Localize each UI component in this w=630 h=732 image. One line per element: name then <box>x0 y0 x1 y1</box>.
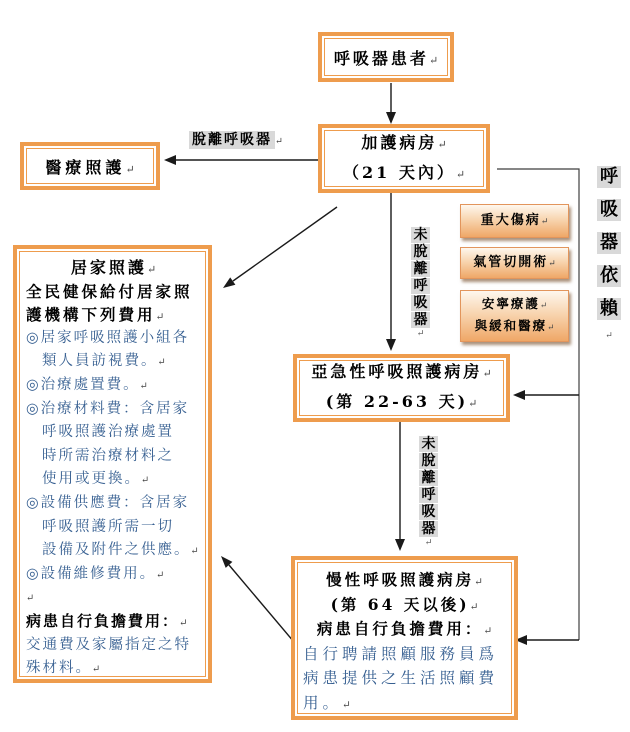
text-line: ◎治療處置費。↵ <box>26 376 148 393</box>
label-not-weaned-2 <box>419 436 438 548</box>
paragraph-mark: ↵ <box>416 329 425 339</box>
vertical-char: 未 <box>419 436 438 452</box>
text-line: ◎設備維修費用。↵ <box>26 565 165 582</box>
vertical-char: 未 <box>411 227 430 243</box>
text-line: ◎居家呼吸照護小組各 <box>26 329 190 346</box>
vertical-char: 脫 <box>419 453 438 469</box>
condition-box-hospice <box>460 290 569 342</box>
subacute-box-inner <box>299 360 504 416</box>
text-line: 類人員訪視費。↵ <box>42 353 166 370</box>
subacute-box-line1: 亞急性呼吸照護病房↵ <box>311 362 492 381</box>
text-line: 病患提供之生活照顧費 <box>303 669 499 687</box>
text-line: ◎設備供應費：含居家 <box>26 494 190 511</box>
patient-box-inner <box>324 38 448 76</box>
text-line: 病患自行負擔費用：↵ <box>26 611 188 630</box>
text-line: 用。↵ <box>303 693 351 712</box>
medical-care-label: 醫療照護↵ <box>45 157 135 177</box>
vertical-char: 脫 <box>411 244 430 260</box>
vertical-char: 離 <box>419 470 438 486</box>
vertical-char: 呼 <box>597 166 621 188</box>
paragraph-mark: ↵ <box>605 331 613 341</box>
chronic-box <box>291 556 518 720</box>
vertical-char: 依 <box>597 265 621 287</box>
condition-box-tracheostomy <box>460 247 569 279</box>
text-line: 慢性呼吸照護病房↵ <box>326 570 483 589</box>
condition-hospice-line2: 與緩和醫療↵ <box>474 318 555 333</box>
label-ventilator-dependent <box>597 166 621 341</box>
text-line: ◎治療材料費：含居家 <box>26 400 190 417</box>
icu-box-line2: （21 天內）↵ <box>343 162 465 182</box>
chronic-box-content <box>297 562 512 714</box>
text-line: 居家照護↵ <box>70 258 157 277</box>
text-line: 護機構下列費用↵ <box>26 305 165 325</box>
vertical-char: 呼 <box>411 278 430 294</box>
icu-box-line1: 加護病房↵ <box>361 132 447 152</box>
vertical-char: 器 <box>411 312 430 328</box>
text-line: 病患自行負擔費用：↵ <box>316 619 493 638</box>
text-line: 使用或更換。↵ <box>42 471 150 488</box>
label-weaned-off-ventilator: 脫離呼吸器 ↵ <box>189 129 283 149</box>
label-not-weaned-1 <box>411 227 430 339</box>
vertical-char: 離 <box>411 261 430 277</box>
patient-box-label: 呼吸器患者↵ <box>333 48 439 68</box>
text-line: 時所需治療材料之 <box>42 447 174 464</box>
text-line: 設備及附件之供應。↵ <box>42 542 199 559</box>
paragraph-mark: ↵ <box>424 538 433 548</box>
vertical-char: 吸 <box>597 199 621 221</box>
text-line: 呼吸照護所需一切 <box>42 518 174 535</box>
condition-box-major-illness <box>460 204 569 238</box>
home-care-box <box>13 245 212 683</box>
text-line: 交通費及家屬指定之特 <box>26 636 191 653</box>
vertical-char: 器 <box>419 521 438 537</box>
text-line: 自行聘請照顧服務員爲 <box>303 644 499 663</box>
medical-care-box <box>20 142 160 190</box>
home-care-box-content <box>19 251 206 677</box>
vertical-char: 吸 <box>411 295 430 311</box>
subacute-box-line2: (第 22-63 天)↵ <box>325 392 478 411</box>
text-line: (第 64 天以後)↵ <box>330 594 479 614</box>
icu-box-inner <box>324 130 484 187</box>
condition-hospice-line1: 安寧療護↵ <box>481 296 548 311</box>
text-line: 呼吸照護治療處置 <box>42 424 174 441</box>
vertical-char: 呼 <box>419 487 438 503</box>
vertical-char: 賴 <box>597 298 621 320</box>
text-line: ↵ <box>26 593 35 605</box>
icu-box <box>318 124 490 193</box>
text-line: 殊材料。↵ <box>26 660 101 677</box>
medical-care-box-inner <box>26 148 154 184</box>
vertical-char: 器 <box>597 232 621 254</box>
patient-box <box>318 32 454 82</box>
condition-major-illness-label: 重大傷病↵ <box>480 212 549 228</box>
text-line: 全民健保給付居家照 <box>26 281 193 301</box>
condition-tracheostomy-label: 氣管切開術↵ <box>473 254 556 270</box>
vertical-char: 吸 <box>419 504 438 520</box>
subacute-box <box>293 354 510 422</box>
